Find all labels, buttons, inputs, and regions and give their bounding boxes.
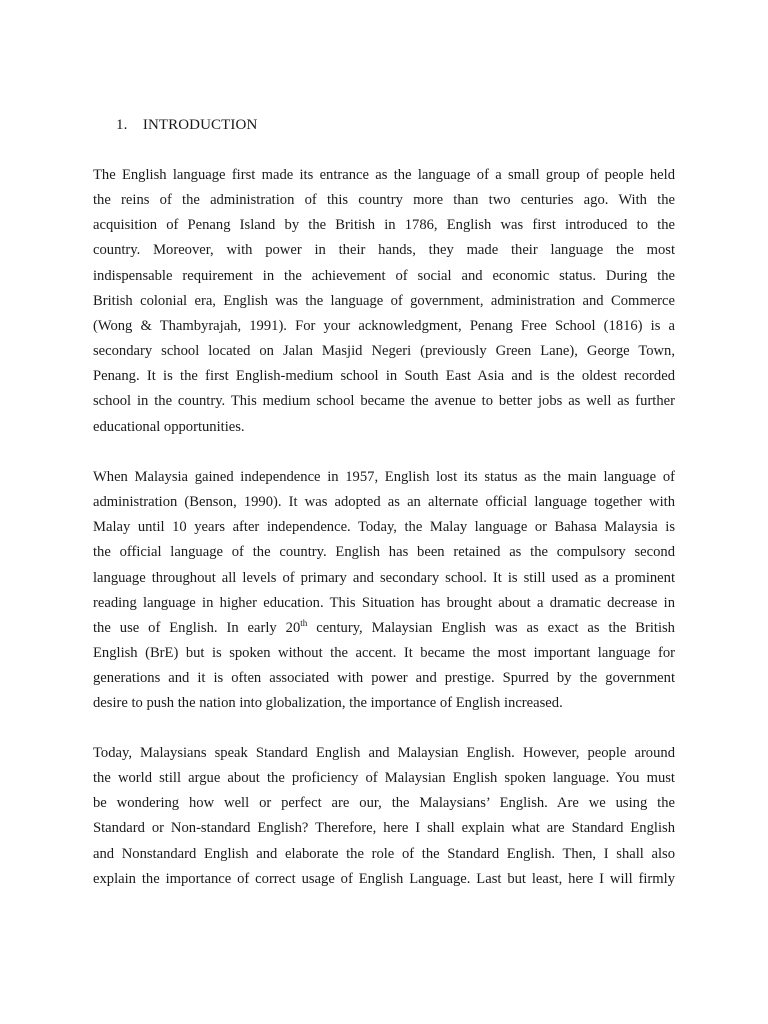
text-line: (Wong & Thambyrajah, 1991). For your acknowledgment, Penang Free School (1816) is a xyxy=(93,317,675,334)
text-line: The English language first made its entrance as the language of a small group of people held xyxy=(93,167,675,183)
text-line: be wondering how well or perfect are our, the Malaysians’ English. Are we using the xyxy=(93,795,675,812)
section-heading xyxy=(116,114,257,136)
ordinal-superscript: th xyxy=(300,618,308,629)
text-segment: century, Malaysian English was as exact as the British xyxy=(307,619,675,636)
text-segment: the use of English. In early 20 xyxy=(93,619,301,636)
text-line: desire to push the nation into globalization, the importance of English increased. xyxy=(93,695,563,712)
text-line: Standard or Non-standard English? Therefore, here I shall explain what are Standard English xyxy=(93,820,675,837)
text-line: indispensable requirement in the achievement of social and economic status. During the xyxy=(93,267,675,284)
text-line: acquisition of Penang Island by the British in 1786, English was first introduced to the xyxy=(93,217,675,234)
text-line: administration (Benson, 1990). It was adopted as an alternate official language together with xyxy=(93,494,675,511)
text-line: Malay until 10 years after independence. Today, the Malay language or Bahasa Malaysia is xyxy=(93,519,675,536)
section-number: 1. xyxy=(116,117,128,133)
text-line: English (BrE) but is spoken without the accent. It became the most important language for xyxy=(93,645,675,662)
text-line: Today, Malaysians speak Standard English and Malaysian English. However, people around xyxy=(93,745,675,761)
text-line: the reins of the administration of this country more than two centuries ago. With the xyxy=(93,192,675,209)
section-title: INTRODUCTION xyxy=(142,117,258,133)
text-line: Penang. It is the first English-medium school in South East Asia and is the oldest recorded xyxy=(93,368,675,385)
text-line: British colonial era, English was the language of government, administration and Commerce xyxy=(93,292,675,309)
text-line: educational opportunities. xyxy=(93,418,245,435)
text-line: reading language in higher education. This Situation has brought about a dramatic decrease in xyxy=(93,594,675,611)
text-line: generations and it is often associated with power and prestige. Spurred by the government xyxy=(93,670,675,687)
text-line: and Nonstandard English and elaborate the role of the Standard English. Then, I shall also xyxy=(93,845,675,862)
text-line: the world still argue about the proficiency of Malaysian English spoken language. You must xyxy=(93,770,675,787)
text-line: the official language of the country. English has been retained as the compulsory second xyxy=(93,544,675,561)
paragraph-independence xyxy=(93,465,675,717)
text-line: When Malaysia gained independence in 1957, English lost its status as the main language of xyxy=(93,469,675,485)
paragraph-history xyxy=(93,163,675,440)
text-line: explain the importance of correct usage of English Language. Last but least, here I will firmly xyxy=(93,870,675,887)
text-line: country. Moreover, with power in their hands, they made their language the most xyxy=(93,242,675,259)
text-line-with-superscript xyxy=(93,616,675,641)
text-line: language throughout all levels of primary and secondary school. It is still used as a prominent xyxy=(93,569,675,586)
text-line: school in the country. This medium school became the avenue to better jobs as well as further xyxy=(93,393,675,410)
paragraph-today xyxy=(93,741,675,892)
text-line: secondary school located on Jalan Masjid Negeri (previously Green Lane), George Town, xyxy=(93,343,675,360)
